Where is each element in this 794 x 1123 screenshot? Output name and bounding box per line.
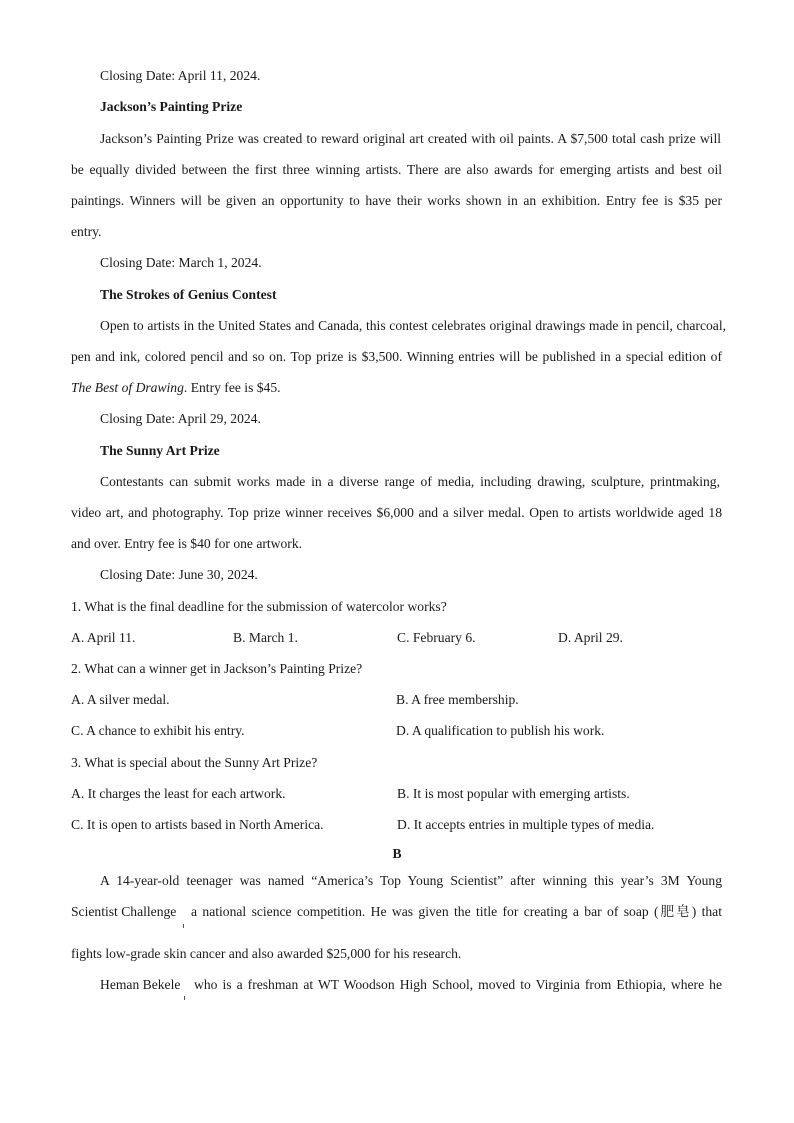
- strokes-closing-date: Closing Date: April 29, 2024.: [100, 411, 261, 426]
- sunny-title: The Sunny Art Prize: [100, 443, 220, 458]
- sunny-line-1: Contestants can submit works made in a diverse range of media, including drawing, sculpture, printmaking,: [100, 474, 720, 489]
- strokes-line-3: [71, 380, 281, 396]
- passage-b-p1-line-2a: Scientist Challenge: [71, 904, 177, 919]
- jackson-title: Jackson’s Painting Prize: [100, 99, 243, 114]
- strokes-line-3-rest: . Entry fee is $45.: [183, 380, 281, 395]
- sunny-line-3: and over. Entry fee is $40 for one artwork.: [71, 536, 303, 551]
- question-2-option-b: B. A free membership.: [396, 692, 519, 707]
- section-b-heading: B: [392, 846, 402, 861]
- question-1-option-c: C. February 6.: [397, 630, 476, 645]
- question-2-option-d: D. A qualification to publish his work.: [396, 723, 605, 738]
- jackson-line-1: Jackson’s Painting Prize was created to reward original art created with oil paints. A $7,500 total cash prize will: [100, 131, 721, 146]
- strokes-line-1: Open to artists in the United States and Canada, this contest celebrates original drawings made in pencil, charcoal,: [100, 318, 726, 333]
- jackson-line-2: be equally divided between the first three winning artists. There are also awards for emerging artists and best oil: [71, 162, 722, 177]
- passage-b-p2-line-1a: Heman Bekele: [100, 977, 181, 992]
- question-2-option-c: C. A chance to exhibit his entry.: [71, 723, 245, 738]
- question-3-option-d: D. It accepts entries in multiple types of media.: [397, 817, 655, 832]
- jackson-line-3: paintings. Winners will be given an opportunity to have their works shown in an exhibition. Entry fee is $35 per: [71, 193, 722, 208]
- blank-mark-1: [183, 924, 184, 928]
- blank-mark-2: [184, 996, 185, 1000]
- jackson-line-4: entry.: [71, 224, 102, 239]
- question-1-option-a: A. April 11.: [71, 630, 136, 645]
- passage-b-p1-line-2b: a national science competition. He was given the title for creating a bar of soap (肥皂) that: [191, 904, 722, 919]
- question-2-stem: 2. What can a winner get in Jackson’s Painting Prize?: [71, 661, 363, 676]
- question-3-option-c: C. It is open to artists based in North America.: [71, 817, 324, 832]
- closing-date-1: Closing Date: April 11, 2024.: [100, 68, 261, 83]
- question-1-option-b: B. March 1.: [233, 630, 298, 645]
- passage-b-p1-line-3: fights low-grade skin cancer and also awarded $25,000 for his research.: [71, 946, 462, 961]
- passage-b-p1-line-1: A 14-year-old teenager was named “America’s Top Young Scientist” after winning this year’s 3M Young: [100, 873, 722, 888]
- jackson-closing-date: Closing Date: March 1, 2024.: [100, 255, 262, 270]
- sunny-line-2: video art, and photography. Top prize winner receives $6,000 and a silver medal. Open to artists worldwide aged 18: [71, 505, 722, 520]
- question-3-option-b: B. It is most popular with emerging artists.: [397, 786, 630, 801]
- passage-b-p2-line-1b: who is a freshman at WT Woodson High School, moved to Virginia from Ethiopia, where he: [194, 977, 722, 992]
- question-2-option-a: A. A silver medal.: [71, 692, 170, 707]
- strokes-title: The Strokes of Genius Contest: [100, 287, 277, 302]
- question-1-option-d: D. April 29.: [558, 630, 623, 645]
- question-3-stem: 3. What is special about the Sunny Art Prize?: [71, 755, 318, 770]
- strokes-line-2: pen and ink, colored pencil and so on. Top prize is $3,500. Winning entries will be published in a special edition of: [71, 349, 722, 364]
- sunny-closing-date: Closing Date: June 30, 2024.: [100, 567, 258, 582]
- question-3-option-a: A. It charges the least for each artwork.: [71, 786, 286, 801]
- publication-title: The Best of Drawing: [71, 380, 184, 395]
- question-1-stem: 1. What is the final deadline for the submission of watercolor works?: [71, 599, 447, 614]
